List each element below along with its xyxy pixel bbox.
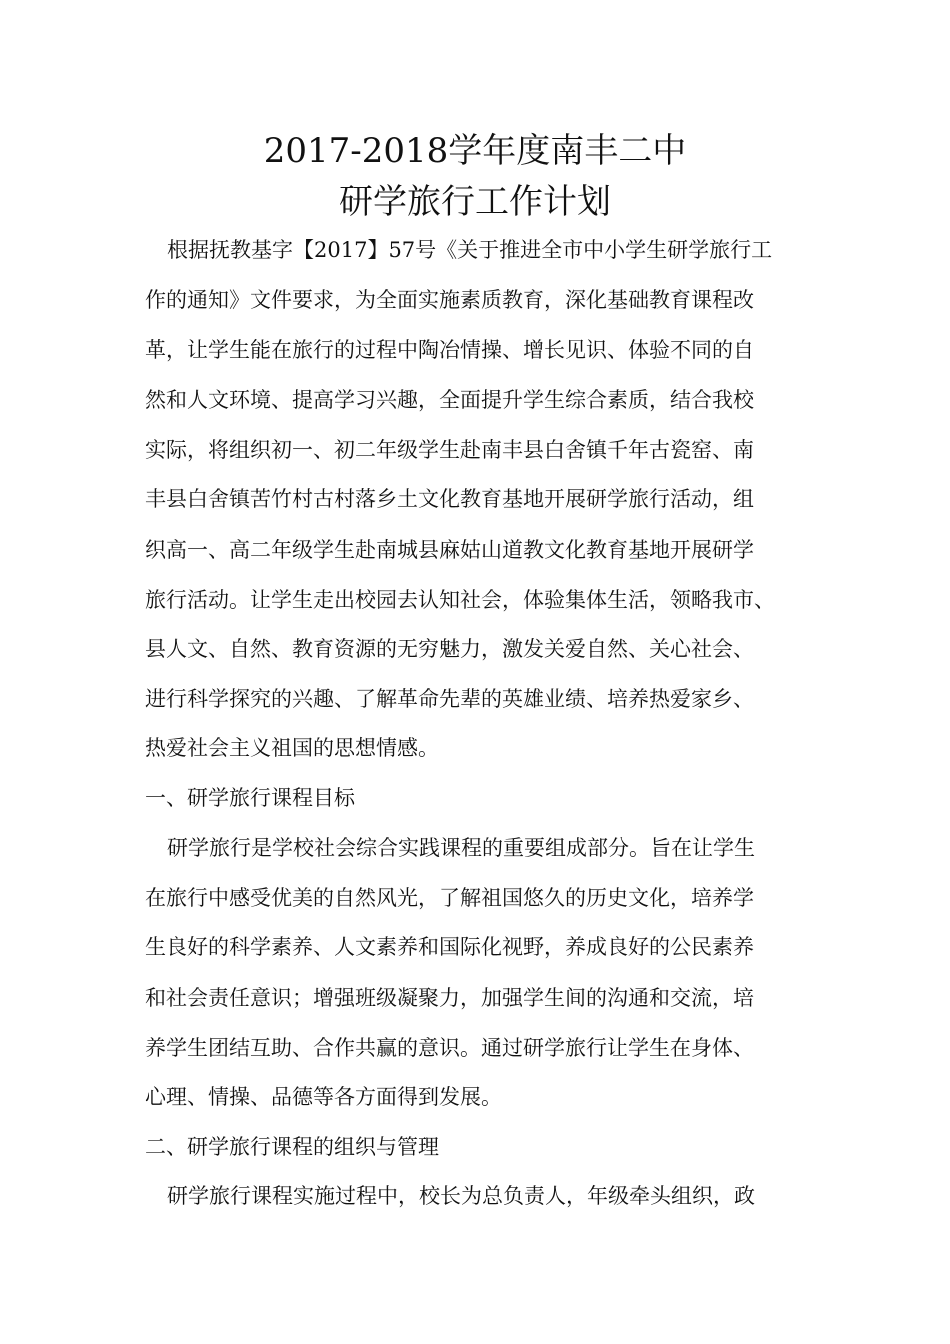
intro-paragraph-line: 旅行活动。让学生走出校园去认知社会，体验集体生活，领略我市、	[145, 588, 775, 612]
intro-paragraph-line: 县人文、自然、教育资源的无穷魅力，激发关爱自然、关心社会、	[145, 637, 754, 661]
intro-paragraph-line: 进行科学探究的兴趣、了解革命先辈的英雄业绩、培养热爱家乡、	[145, 687, 754, 711]
intro-paragraph-line: 实际，将组织初一、初二年级学生赴南丰县白舍镇千年古瓷窑、南	[145, 438, 754, 462]
intro-paragraph-line: 丰县白舍镇苦竹村古村落乡土文化教育基地开展研学旅行活动，组	[145, 487, 754, 511]
goals-paragraph-line: 养学生团结互助、合作共赢的意识。通过研学旅行让学生在身体、	[145, 1036, 754, 1060]
goals-paragraph-line: 心理、情操、品德等各方面得到发展。	[145, 1085, 502, 1109]
organization-paragraph-line: 研学旅行课程实施过程中，校长为总负责人，年级牵头组织，政	[167, 1184, 755, 1208]
intro-paragraph-line: 织高一、高二年级学生赴南城县麻姑山道教文化教育基地开展研学	[145, 538, 754, 562]
section-heading-goals: 一、研学旅行课程目标	[145, 786, 355, 810]
document-title-line-1: 2017-2018学年度南丰二中	[263, 131, 687, 171]
intro-paragraph-line: 革，让学生能在旅行的过程中陶冶情操、增长见识、体验不同的自	[145, 338, 754, 362]
document-title-line-2: 研学旅行工作计划	[339, 182, 611, 222]
goals-paragraph-line: 研学旅行是学校社会综合实践课程的重要组成部分。旨在让学生	[167, 836, 755, 860]
goals-paragraph-line: 在旅行中感受优美的自然风光，了解祖国悠久的历史文化，培养学	[145, 886, 754, 910]
goals-paragraph-line: 生良好的科学素养、人文素养和国际化视野，养成良好的公民素养	[145, 935, 754, 959]
intro-paragraph-line: 作的通知》文件要求，为全面实施素质教育，深化基础教育课程改	[145, 288, 754, 312]
goals-paragraph-line: 和社会责任意识；增强班级凝聚力，加强学生间的沟通和交流，培	[145, 986, 754, 1010]
intro-paragraph-line: 根据抚教基字【2017】57号《关于推进全市中小学生研学旅行工	[167, 238, 773, 262]
intro-paragraph-line: 热爱社会主义祖国的思想情感。	[145, 736, 439, 760]
section-heading-organization: 二、研学旅行课程的组织与管理	[145, 1135, 439, 1159]
intro-paragraph-line: 然和人文环境、提高学习兴趣，全面提升学生综合素质，结合我校	[145, 388, 754, 412]
